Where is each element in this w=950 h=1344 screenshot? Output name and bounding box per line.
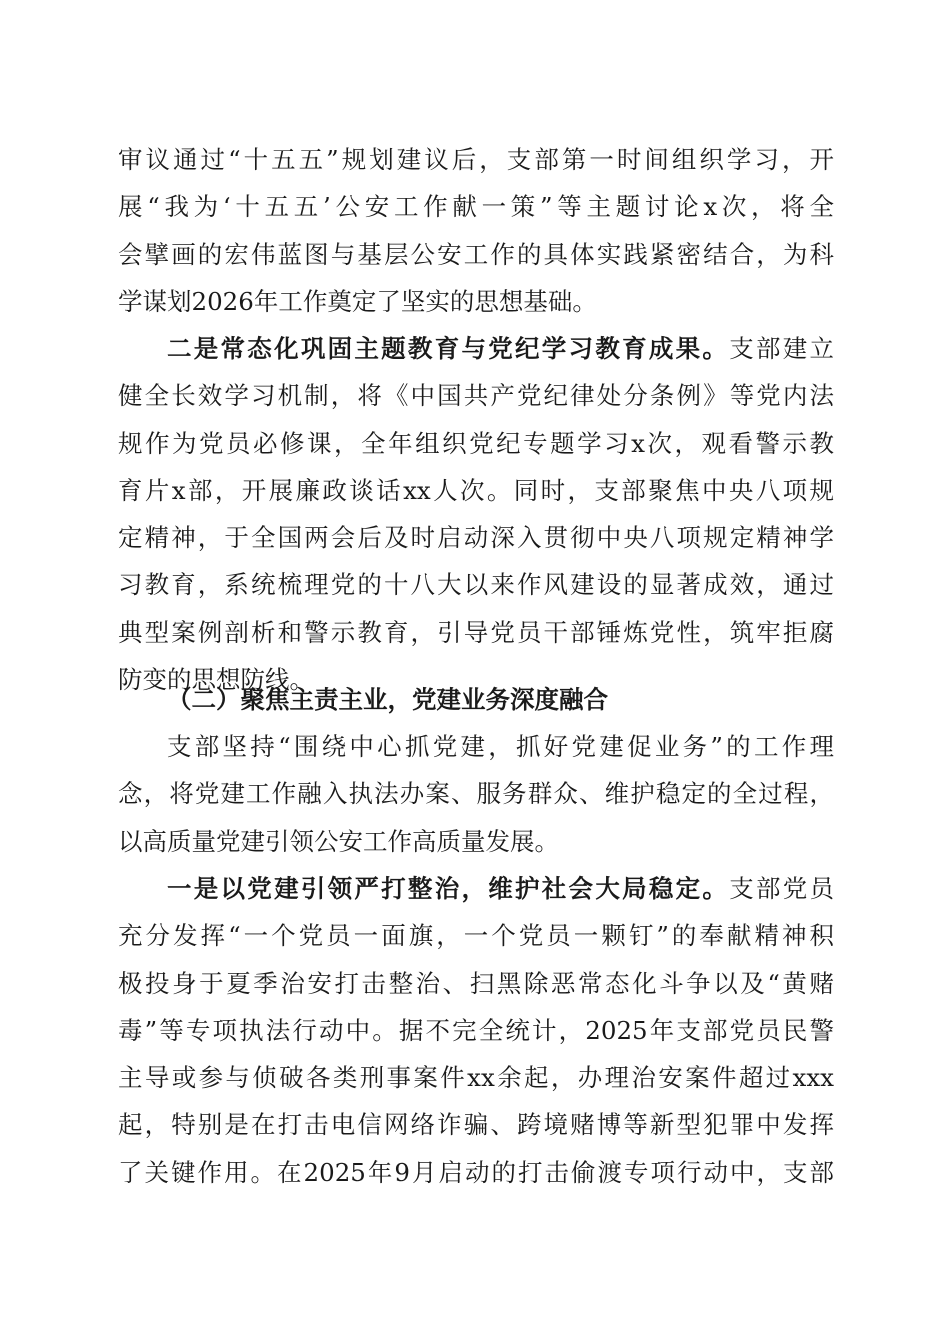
paragraph-lead: 二是常态化巩固主题教育与党纪学习教育成果。 [167, 334, 730, 363]
paragraph-work-philosophy [118, 723, 834, 865]
paragraph-crackdown [118, 865, 834, 1196]
text-line: 学谋划2026年工作奠定了坚实的思想基础。 [118, 286, 597, 316]
text-line: 展“我为‘十五五’公安工作献一策”等主题讨论x次，将全 [118, 192, 834, 222]
text-line [118, 325, 834, 372]
text-line: 念，将党建工作融入执法办案、服务群众、维护稳定的全过程， [118, 779, 834, 809]
text-line: 会擘画的宏伟蓝图与基层公安工作的具体实践紧密结合，为科 [118, 239, 834, 269]
text-line: 规作为党员必修课，全年组织党纪专题学习x次，观看警示教 [118, 428, 834, 458]
text-line [118, 865, 834, 912]
text-line: 健全长效学习机制，将《中国共产党纪律处分条例》等党内法 [118, 381, 834, 411]
text-run: 支部建立 [729, 334, 834, 363]
text-line: 习教育，系统梳理党的十八大以来作风建设的显著成效，通过 [118, 570, 834, 600]
text-line: 了关键作用。在2025年9月启动的打击偷渡专项行动中，支部 [118, 1157, 834, 1187]
paragraph-continuation [118, 136, 834, 325]
text-line: 防变的思想防线。 [118, 665, 314, 695]
text-line: 充分发挥“一个党员一面旗，一个党员一颗钉”的奉献精神积 [118, 921, 834, 951]
text-line: 以高质量党建引领公安工作高质量发展。 [118, 826, 559, 856]
text-line: 审议通过“十五五”规划建议后，支部第一时间组织学习，开 [118, 145, 834, 174]
paragraph-party-discipline [118, 325, 834, 703]
text-line: 起，特别是在打击电信网络诈骗、跨境赌博等新型犯罪中发挥 [118, 1110, 834, 1140]
heading-text: （二）聚焦主责主业，党建业务深度融合 [167, 685, 608, 714]
paragraph-lead: 一是以党建引领严打整治，维护社会大局稳定。 [167, 874, 730, 903]
text-run: 支部党员 [729, 874, 834, 903]
text-line: 支部坚持“围绕中心抓党建，抓好党建促业务”的工作理 [167, 732, 834, 761]
text-line: 定精神，于全国两会后及时启动深入贯彻中央八项规定精神学 [118, 523, 834, 553]
section-heading [118, 676, 834, 723]
text-line: 毒”等专项执法行动中。据不完全统计，2025年支部党员民警 [118, 1015, 834, 1045]
text-line: 极投身于夏季治安打击整治、扫黑除恶常态化斗争以及“黄赌 [118, 968, 834, 998]
text-line: 典型案例剖析和警示教育，引导党员干部锤炼党性，筑牢拒腐 [118, 617, 834, 647]
text-line: 主导或参与侦破各类刑事案件xx余起，办理治安案件超过xxx [118, 1063, 834, 1093]
text-line: 育片x部，开展廉政谈话xx人次。同时，支部聚焦中央八项规 [118, 475, 834, 505]
